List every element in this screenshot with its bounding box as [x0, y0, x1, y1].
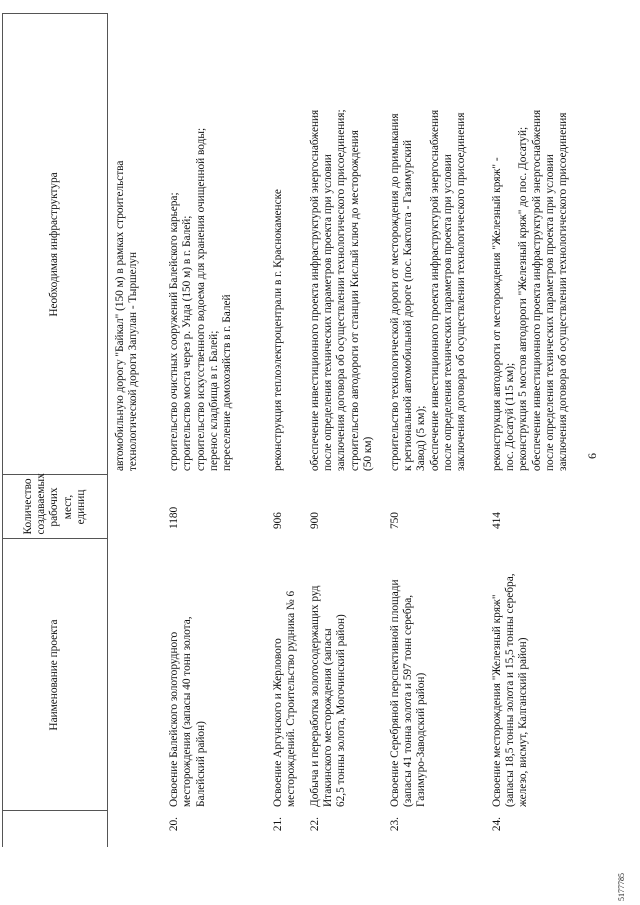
text-line: автомобильную дорогу "Байкал" (150 м) в рамках строительства [114, 160, 126, 471]
text-line: (запасы 18,5 тонны золота и 15,5 тонны серебра, [503, 573, 516, 807]
text-line: месторождения (запасы 40 тонн золота, [181, 616, 194, 807]
header-number [3, 811, 108, 847]
text-line: Освоение месторождения "Железный кряж" [490, 594, 503, 807]
row-number: 22. [308, 817, 321, 832]
text-line: строительство технологической дороги от месторождения до примыкания [388, 113, 401, 471]
text-line: 62,5 тонны золота, Могочинский район) [335, 614, 348, 807]
text-line: после определения технических параметров проекта при условии [543, 154, 556, 471]
job-count: 1180 [168, 506, 180, 529]
header-project-name: Наименование проекта [3, 539, 108, 811]
header-infrastructure: Необходимая инфраструктура [3, 14, 108, 475]
table-row [268, 14, 305, 847]
text-line: обеспечение инвестиционного проекта инфраструктурой энергоснабжения [428, 109, 441, 471]
text-line: Балейский район) [194, 721, 207, 807]
text-line: месторождений. Строительство рудника № 6 [285, 590, 298, 807]
infrastructure [305, 14, 385, 475]
infrastructure [385, 14, 487, 475]
text-line: строительство моста через р. Унда (150 м) в г. Балей; [181, 215, 194, 471]
text-line: заключения договора об осуществлении технологического присоединения [455, 112, 468, 471]
infrastructure [164, 14, 268, 475]
job-count: 900 [308, 512, 321, 529]
text-line: после определения технических параметров проекта при условии [441, 154, 454, 471]
page-number: 6 [585, 453, 599, 459]
job-count: 906 [272, 512, 284, 529]
text-line: Добыча и переработка золотосодержащих руд [308, 585, 321, 807]
header-job-count: Количество создаваемых рабочих мест, единиц [3, 475, 108, 539]
text-line: Освоение Балейского золоторудного [168, 631, 180, 807]
text-line: Освоение Серебряной перспективной площади [388, 579, 401, 807]
continuation-row [108, 14, 165, 847]
text-line: обеспечение инвестиционного проекта инфраструктурой энергоснабжения [308, 109, 321, 471]
document-stamp: 5177785 [617, 873, 626, 901]
project-name [305, 539, 385, 811]
text-line: строительство автодороги от станции Кислый ключ до месторождения [348, 130, 361, 471]
text-line: Завод) (5 км); [415, 405, 428, 471]
text-line: Итакинского месторождения (запасы [321, 628, 334, 807]
text-line: Освоение Аргунского и Жерлового [272, 638, 284, 807]
table-row [385, 14, 487, 847]
text-line: заключения договора об осуществлении технологического присоединения [557, 112, 570, 471]
continuation-infra [108, 14, 165, 475]
projects-table [2, 14, 583, 848]
text-line: перенос кладбища в г. Балей; [207, 330, 220, 471]
text-line: реконструкция автодороги от месторождения "Железный кряж" - [490, 157, 503, 471]
table-row [164, 14, 268, 847]
text-line: к региональной автомобильной дороге (пос. Кактолга - Газимурский [401, 140, 414, 471]
text-line: после определения технических параметров проекта при условии [321, 154, 334, 471]
row-number: 20. [168, 817, 180, 832]
project-name [385, 539, 487, 811]
text-line: Газимуро-Заводский район) [415, 672, 428, 807]
text-line: пос. Досатуй (115 км); [503, 362, 516, 471]
table-row [487, 14, 583, 847]
text-line: переселение домохозяйств в г. Балей [221, 294, 234, 471]
text-line: (запасы 41 тонна золота и 597 тонн серебра, [401, 594, 414, 807]
project-name [268, 539, 305, 811]
project-name [164, 539, 268, 811]
text-line: технологической дороги Запулан - Тыршелун [127, 251, 140, 471]
job-count: 414 [490, 512, 503, 529]
text-line: заключения договора об осуществлении технологического присоединения; [335, 109, 348, 471]
text-line: (50 км) [361, 436, 374, 471]
infrastructure [268, 14, 305, 475]
row-number: 23. [388, 817, 401, 832]
job-count: 750 [388, 512, 401, 529]
text-line: строительство очистных сооружений Балейского карьера; [168, 192, 180, 471]
table-header-row [3, 14, 108, 847]
row-number: 21. [272, 817, 284, 832]
text-line: реконструкция теплоэлектроцентрали в г. Краснокаменске [272, 189, 284, 471]
text-line: строительство искусственного водоема для хранения очищенной воды; [194, 127, 207, 471]
infrastructure [487, 14, 583, 475]
row-number: 24. [490, 817, 503, 832]
project-name [487, 539, 583, 811]
text-line: реконструкция 5 мостов автодороги "Железный кряж" до пос. Досатуй; [517, 126, 530, 471]
table-row [305, 14, 385, 847]
text-line: железо, висмут, Калганский район) [517, 637, 530, 807]
text-line: обеспечение инвестиционного проекта инфраструктурой энергоснабжения [530, 109, 543, 471]
